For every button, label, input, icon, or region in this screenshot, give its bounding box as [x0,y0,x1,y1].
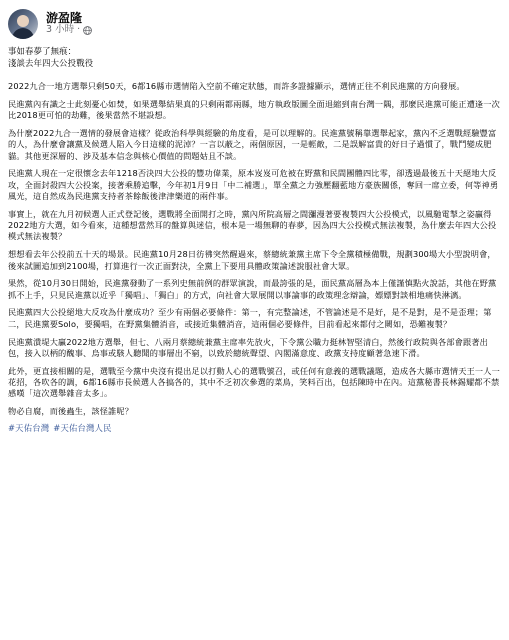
post-meta [46,12,92,37]
post-title [8,46,501,69]
paragraph: 想想看去年公投前五十天的場景。民進黨10月28日彷彿突然醒過來，蔡總統兼黨主席下令全黨積極備戰，規劃300場大小型說明會，後來試圖追加到2100場，打算進行一次正面對決，全黨上下要用具體政策論述說服社會大眾。 [8,249,496,271]
title-line: 淺談去年四大公投戰役 [8,57,94,68]
paragraph: 物必自腐，而後蟲生，該怪誰呢？ [8,406,134,417]
hashtag-link[interactable] [8,423,49,433]
post-header [8,6,501,42]
post-body [8,46,501,434]
hashtag-row [8,422,501,434]
paragraph: 2022九合一地方選舉只剩50天，6都16縣市選情陷入空前不確定狀態，而許多證據顯示，選情正往不利民進黨的方向發展。 [8,81,465,92]
hash-glyph: # [53,422,61,433]
hashtag-text: 天佑台灣 [15,422,50,433]
hashtag-link[interactable] [53,423,111,433]
paragraph: 此外，更直接相關的是，選戰至今黨中央沒有提出足以打動人心的選戰號召，或任何有意義的選戰議題，造成各大縣市選情天王一人一花招，各吹各的調，6都16縣市長候選人各搞各的，其中不乏初次參選的菜鳥，笑料百出，包括陳時中在內。這黨秘書長林錫耀都不禁感嘆「這次選舉雜音太多」。 [8,365,500,399]
paragraph: 為什麼2022九合一選情的發展會這樣？從政治科學與經驗的角度看，是可以理解的。民進黨號稱靠選舉起家，黨內不乏選戰經驗豐富的人，為什麼會讓黨及候選人陷入今日這樣的泥淖？一言以蔽之，兩個原因，一是輕敵，二是誤解富貴的好日子過慣了，戰鬥變成肥貓。其他更深層的、涉及基本信念與核心價值的問題姑且不談。 [8,128,497,161]
globe-icon [83,26,92,35]
hash-glyph: # [8,422,16,433]
paragraph: 民進黨四大公投絕地大反攻為什麼成功？至少有兩個必要條件：第一，有完整論述，不管論述是不是好，是不是對，是不是歪理；第二，民進黨要Solo，要獨唱，在野黨集體消音，或接近集體消音，這兩個必要條件，目前看起來都付之闕如，恐難複製？ [8,307,492,329]
post-time[interactable]: 3 小時 [46,24,75,36]
paragraph: 民進黨內有識之士此刻憂心如焚，如果選舉結果真的只剩兩都兩縣，地方執政版圖全面退縮到南台灣一隅，那麼民進黨可能正遭逢一次比2018更可怕的劫難，後果當然不堪設想。 [8,98,500,121]
post-time-row [46,25,92,36]
paragraph: 民進黨人現在一定很懷念去年1218否決四大公投的豐功偉業，原本岌岌可危被在野黨和民間團體四比零，卻透過最後五十天絕地大反攻，全面封殺四大公投案，接著乘勝追擊，今年初1月9日「中二補選」，單全黨之力強壓翻藍地方豪族關係，奪回一席立委，何等神勇風光，這自然成為民進黨支持者茶餘飯後津津樂道的兩件事。 [8,168,499,202]
author-name[interactable]: 游盈隆 [46,10,83,25]
paragraph: 民進黨潰堤大贏2022地方選舉，但七、八兩月蔡總統兼黨主席率先放火，下令黨公職力挺林智堅清白，然後行政院與各部會跟著出包，接入以柄的醜事、烏事或駭人聽聞的事層出不窮，以致於總統聲望、內閣滿意度、政黨支持度顧著急速下滑。 [8,336,489,358]
hashtag-text: 天佑台灣人民 [60,422,112,433]
title-line: 事如春夢了無痕： [8,46,77,56]
paragraph: 事實上，就在九月初候選人正式登記後，選戰將全面開打之時，黨內所院高層之間瀰漫著要複製四大公投模式，以風馳電掣之姿贏得2022地方大選，如今看來，這種想當然耳的盤算與迷信，根本是一場無聊的春夢，因為四大公投模式無法複製，為什麼去年四大公投模式無法複製？ [8,208,497,242]
time-separator: · [77,24,81,36]
paragraph: 果然，從10月30日開始，民進黨發動了一系列史無前例的群眾演說，而最誇張的是，面民黨高層為本上僅謹慎點火說話，其他在野黨抓不上手，只見民進黨以近乎「獨唱」、「獨白」的方式，向社會大眾展開以事論事的政策理念辯論，嫖嫖對談相地痛快淋漓。 [8,278,497,300]
avatar[interactable] [8,9,38,39]
